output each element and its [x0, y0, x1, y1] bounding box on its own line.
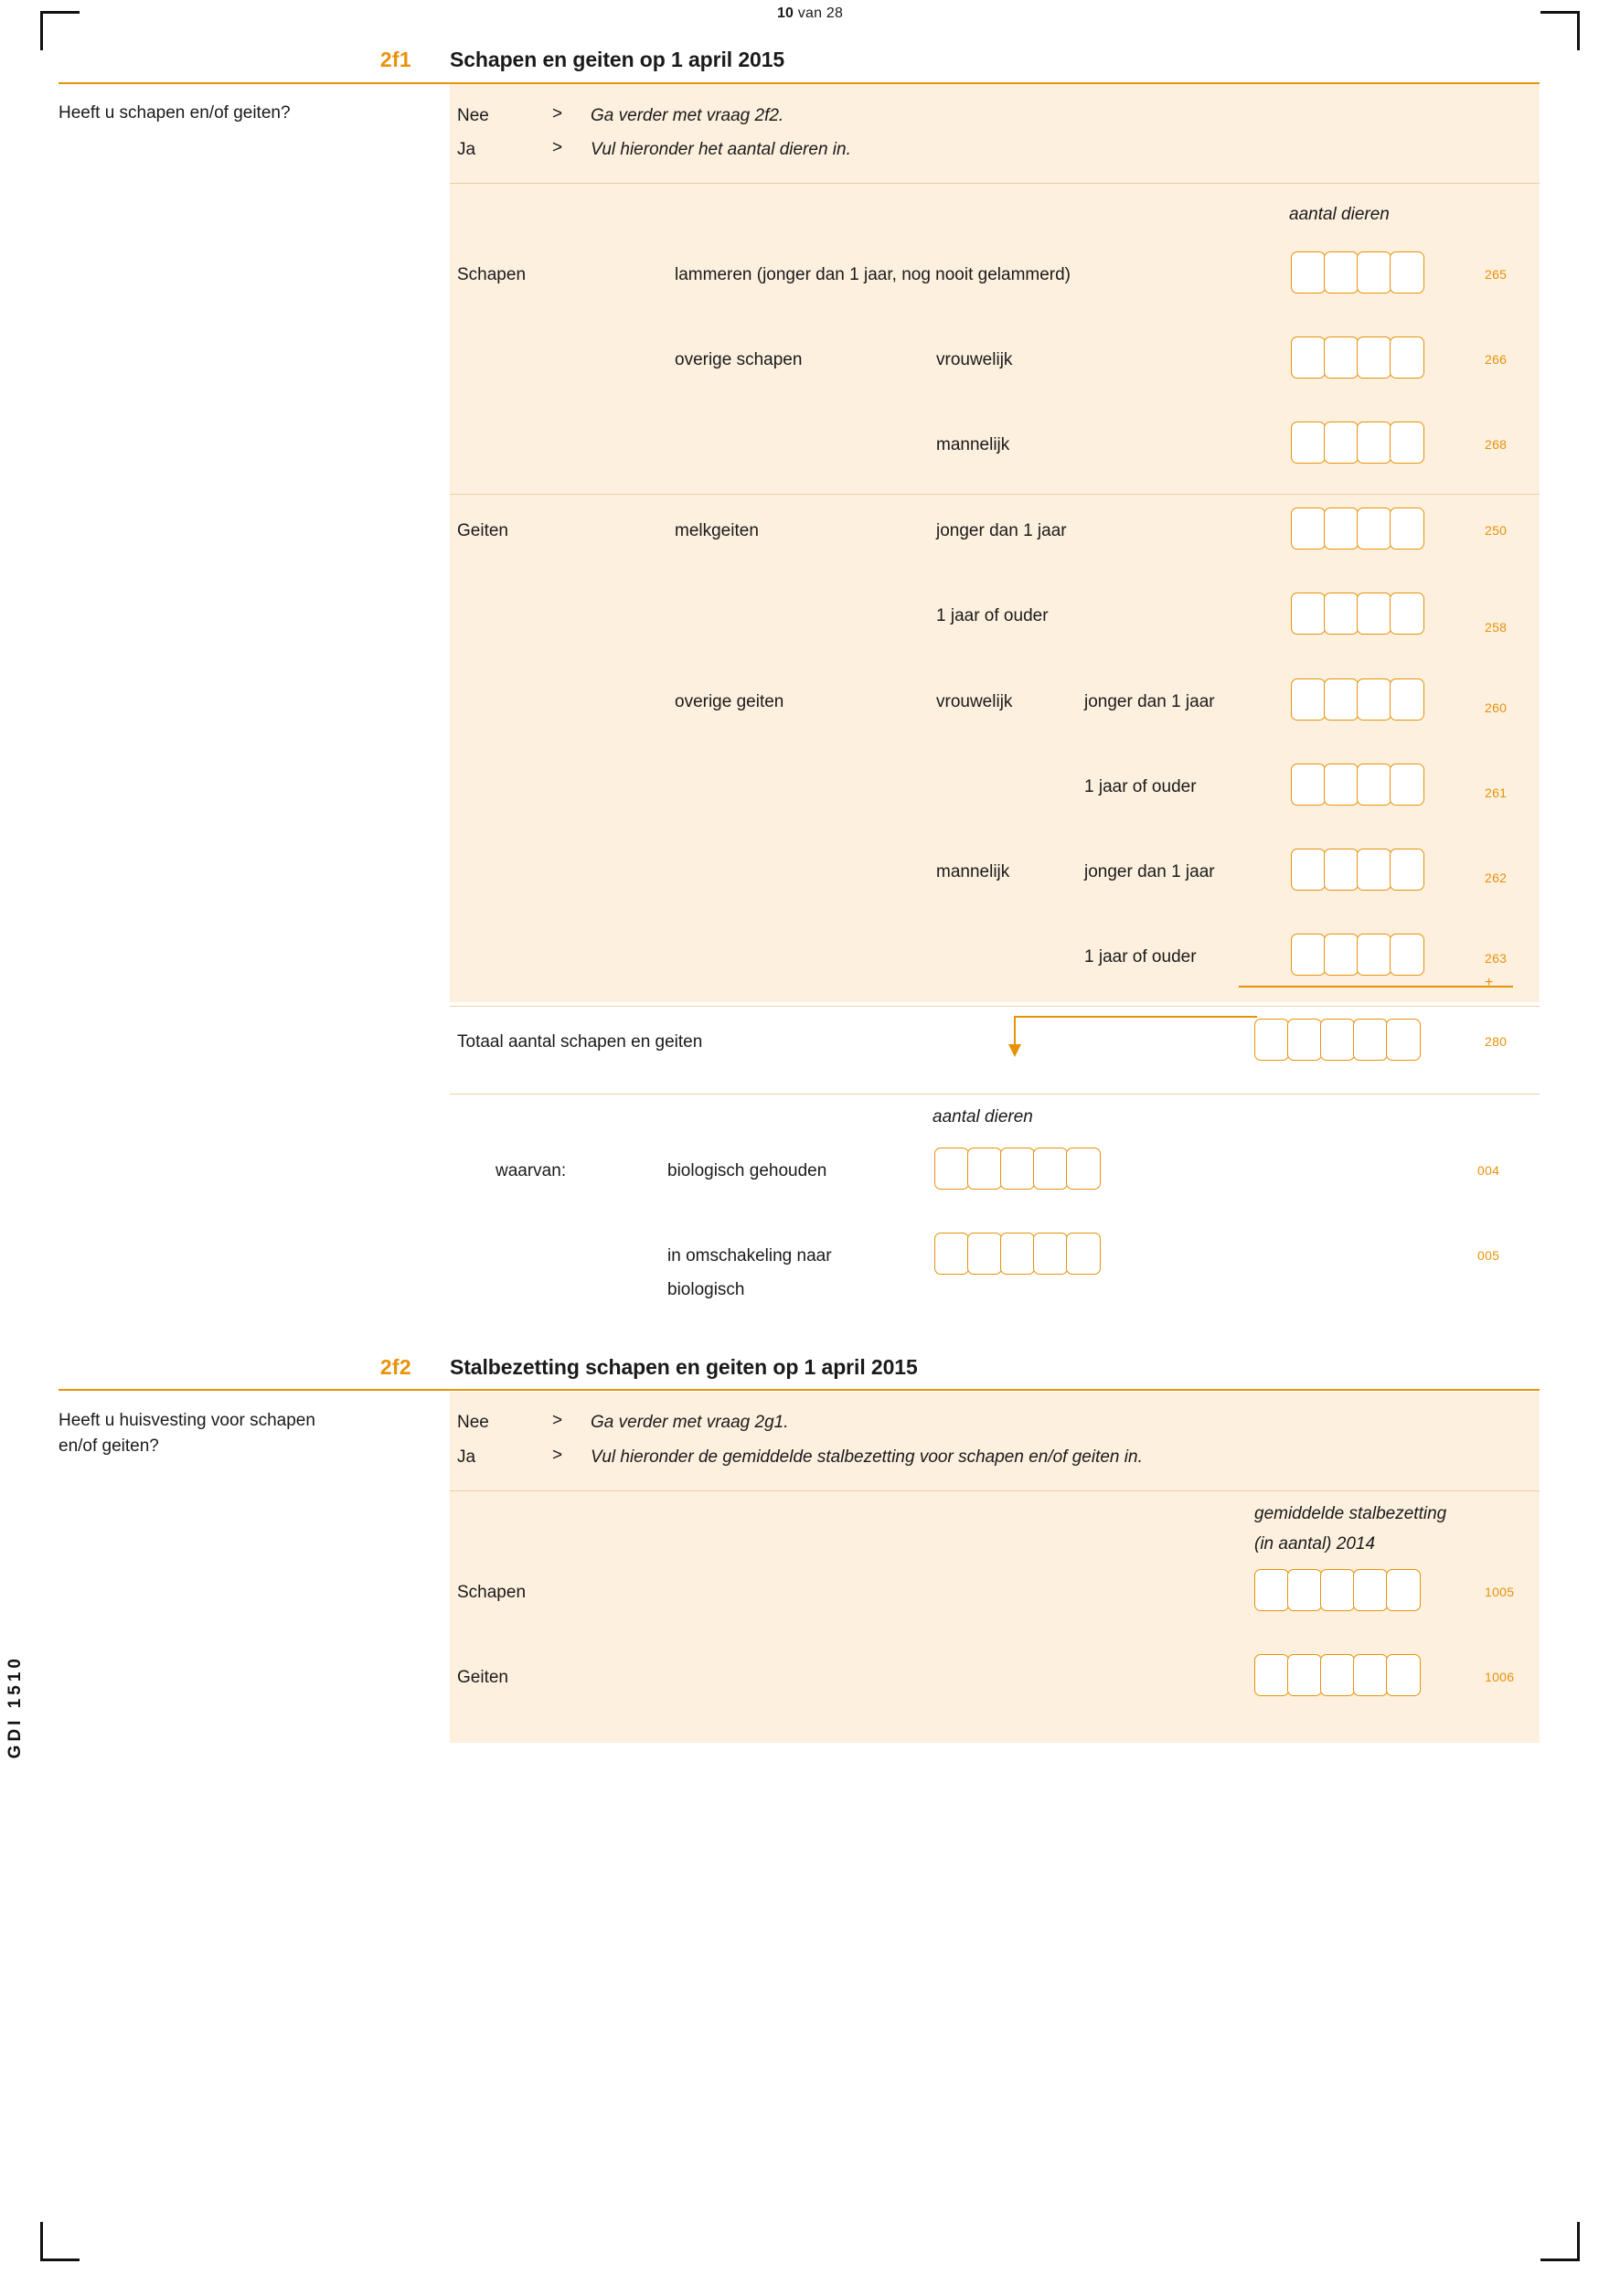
- field-code-004: 004: [1477, 1163, 1500, 1178]
- input-boxes-004[interactable]: [934, 1148, 1099, 1190]
- input-box[interactable]: [1353, 1019, 1388, 1061]
- input-box[interactable]: [1390, 422, 1424, 464]
- sub-row-label-biologisch-gehouden: biologisch gehouden: [667, 1161, 827, 1180]
- page-number-total: 28: [826, 5, 844, 21]
- input-box[interactable]: [1066, 1148, 1101, 1190]
- input-box[interactable]: [1000, 1233, 1035, 1275]
- input-box[interactable]: [1324, 593, 1359, 635]
- field-code-265: 265: [1485, 267, 1508, 282]
- page-number: [0, 5, 1620, 22]
- sub-row-label-omschakeling-1: in omschakeling naar: [667, 1246, 832, 1265]
- input-box[interactable]: [1390, 251, 1424, 294]
- section-2f1-sep-sub: [450, 1094, 1540, 1095]
- section-2f1-option-ja-arrow: >: [552, 138, 563, 157]
- row-label-lammeren: lammeren (jonger dan 1 jaar, nog nooit gelammerd): [675, 265, 1071, 284]
- input-box[interactable]: [1324, 507, 1359, 550]
- section-2f2-row-label-geiten: Geiten: [457, 1668, 508, 1687]
- input-box[interactable]: [1324, 251, 1359, 294]
- input-box[interactable]: [1324, 849, 1359, 891]
- section-2f1-option-ja-label: Ja: [457, 140, 476, 159]
- section-2f1-sep-top: [450, 183, 1540, 184]
- input-box[interactable]: [1390, 678, 1424, 721]
- section-2f1-question: Heeft u schapen en/of geiten?: [59, 103, 291, 123]
- input-box[interactable]: [1357, 934, 1391, 976]
- input-box[interactable]: [1390, 593, 1424, 635]
- section-2f2-option-ja-arrow: >: [552, 1446, 563, 1465]
- section-2f2-question-line1: Heeft u huisvesting voor schapen: [59, 1411, 315, 1430]
- input-box[interactable]: [1254, 1654, 1289, 1696]
- input-box[interactable]: [1390, 507, 1424, 550]
- input-box[interactable]: [1390, 336, 1424, 379]
- section-2f2-rule: [59, 1389, 1540, 1391]
- input-box[interactable]: [1291, 422, 1326, 464]
- input-box[interactable]: [1291, 507, 1326, 550]
- row-label-mannelijk-ouder: 1 jaar of ouder: [1084, 947, 1197, 966]
- input-box[interactable]: [967, 1148, 1002, 1190]
- input-box[interactable]: [1254, 1569, 1289, 1611]
- input-box[interactable]: [934, 1233, 969, 1275]
- page-number-of: van: [797, 5, 823, 21]
- section-2f2-sep-top: [450, 1490, 1540, 1491]
- section-2f2-column-header-line2: (in aantal) 2014: [1254, 1534, 1376, 1554]
- input-box[interactable]: [1390, 849, 1424, 891]
- field-code-261: 261: [1485, 785, 1508, 800]
- field-code-268: 268: [1485, 437, 1508, 452]
- input-box[interactable]: [1291, 678, 1326, 721]
- input-box[interactable]: [1386, 1019, 1421, 1061]
- field-code-258: 258: [1485, 620, 1508, 635]
- input-box[interactable]: [1324, 336, 1359, 379]
- input-box[interactable]: [1357, 678, 1391, 721]
- input-box[interactable]: [1033, 1148, 1068, 1190]
- field-code-262: 262: [1485, 870, 1508, 885]
- section-2f2-option-ja-instruction: Vul hieronder de gemiddelde stalbezetting voor schapen en/of geiten in.: [591, 1447, 1143, 1467]
- section-2f2-intro-panel: [450, 1392, 1540, 1490]
- input-box[interactable]: [1291, 336, 1326, 379]
- sub-row-label-omschakeling-2: biologisch: [667, 1280, 745, 1299]
- input-boxes-280[interactable]: [1254, 1019, 1419, 1061]
- input-box[interactable]: [1353, 1654, 1388, 1696]
- field-code-266: 266: [1485, 352, 1508, 367]
- input-box[interactable]: [1291, 251, 1326, 294]
- input-box[interactable]: [1000, 1148, 1035, 1190]
- input-box[interactable]: [1320, 1019, 1355, 1061]
- input-box[interactable]: [1291, 593, 1326, 635]
- input-box[interactable]: [1066, 1233, 1101, 1275]
- total-arrow-icon: [997, 1009, 1262, 1064]
- section-2f1-intro-panel: [450, 84, 1540, 183]
- total-row-label: Totaal aantal schapen en geiten: [457, 1032, 703, 1052]
- form-side-code: GDI 1510: [5, 1655, 25, 1759]
- input-box[interactable]: [1357, 764, 1391, 806]
- field-code-005: 005: [1477, 1248, 1500, 1263]
- section-2f2-title: Stalbezetting schapen en geiten op 1 april 2015: [450, 1355, 918, 1379]
- section-2f2-number: 2f2: [379, 1355, 411, 1379]
- row-label-overige-schapen: overige schapen: [675, 350, 803, 369]
- sub-row-prefix-waarvan: waarvan:: [496, 1161, 567, 1180]
- field-code-1005: 1005: [1485, 1585, 1515, 1599]
- row-label-mannelijk-jonger: jonger dan 1 jaar: [1084, 862, 1215, 881]
- section-2f2-option-nee-arrow: >: [552, 1411, 563, 1430]
- section-2f2-question-line2: en/of geiten?: [59, 1436, 159, 1456]
- crop-mark-bottom-right: [1540, 2222, 1580, 2261]
- input-boxes-265[interactable]: [1291, 251, 1423, 294]
- section-2f1-option-nee-label: Nee: [457, 106, 489, 125]
- row-label-vrouwelijk-jonger: jonger dan 1 jaar: [1084, 692, 1215, 711]
- section-2f2-table-panel: [450, 1490, 1540, 1743]
- input-box[interactable]: [1287, 1019, 1322, 1061]
- field-code-1006: 1006: [1485, 1670, 1515, 1684]
- field-code-263: 263: [1485, 951, 1508, 966]
- input-box[interactable]: [1287, 1569, 1322, 1611]
- input-box[interactable]: [1033, 1233, 1068, 1275]
- row-label-mannelijk-geiten: mannelijk: [936, 862, 1010, 881]
- row-label-mannelijk-schapen: mannelijk: [936, 435, 1010, 454]
- row-label-melkgeiten-jonger: jonger dan 1 jaar: [936, 521, 1067, 540]
- input-box[interactable]: [934, 1148, 969, 1190]
- section-2f2-column-header-line1: gemiddelde stalbezetting: [1254, 1504, 1447, 1523]
- input-box[interactable]: [1357, 251, 1391, 294]
- row-label-vrouwelijk-schapen: vrouwelijk: [936, 350, 1013, 369]
- row-group-geiten: Geiten: [457, 521, 508, 540]
- page-number-current: 10: [776, 5, 794, 21]
- input-boxes-261[interactable]: [1291, 764, 1423, 806]
- section-2f2-question: [59, 1408, 452, 1458]
- input-box[interactable]: [967, 1233, 1002, 1275]
- input-box[interactable]: [1324, 764, 1359, 806]
- field-code-260: 260: [1485, 700, 1508, 715]
- row-label-overige-geiten: overige geiten: [675, 692, 784, 711]
- section-2f1-option-nee-instruction: Ga verder met vraag 2f2.: [591, 106, 784, 125]
- input-boxes-1006[interactable]: [1254, 1654, 1419, 1696]
- input-box[interactable]: [1287, 1654, 1322, 1696]
- input-boxes-268[interactable]: [1291, 422, 1423, 464]
- input-boxes-266[interactable]: [1291, 336, 1423, 379]
- input-boxes-258[interactable]: [1291, 593, 1423, 635]
- section-2f1-column-header: aantal dieren: [1289, 205, 1390, 224]
- section-2f1-option-nee-arrow: >: [552, 104, 563, 123]
- row-group-schapen: Schapen: [457, 265, 527, 284]
- input-box[interactable]: [1320, 1654, 1355, 1696]
- section-2f2-row-label-schapen: Schapen: [457, 1583, 527, 1602]
- row-label-vrouwelijk-geiten: vrouwelijk: [936, 692, 1013, 711]
- field-code-280: 280: [1485, 1034, 1508, 1049]
- input-box[interactable]: [1353, 1569, 1388, 1611]
- input-box[interactable]: [1390, 764, 1424, 806]
- row-label-melkgeiten: melkgeiten: [675, 521, 759, 540]
- plus-sign: +: [1485, 975, 1494, 990]
- input-box[interactable]: [1357, 849, 1391, 891]
- input-boxes-262[interactable]: [1291, 849, 1423, 891]
- input-box[interactable]: [1357, 507, 1391, 550]
- section-2f1-sep-geiten: [450, 494, 1540, 495]
- sum-line: [1239, 986, 1513, 988]
- input-box[interactable]: [1320, 1569, 1355, 1611]
- input-box[interactable]: [1291, 934, 1326, 976]
- section-2f1-option-ja-instruction: Vul hieronder het aantal dieren in.: [591, 140, 851, 159]
- input-box[interactable]: [1357, 593, 1391, 635]
- input-box[interactable]: [1357, 336, 1391, 379]
- input-boxes-260[interactable]: [1291, 678, 1423, 721]
- section-2f2-option-ja-label: Ja: [457, 1447, 476, 1467]
- field-code-250: 250: [1485, 523, 1508, 538]
- input-boxes-1005[interactable]: [1254, 1569, 1419, 1611]
- section-2f1-sep-total: [450, 1006, 1540, 1007]
- input-box[interactable]: [1291, 849, 1326, 891]
- section-2f1-title: Schapen en geiten op 1 april 2015: [450, 48, 785, 71]
- input-box[interactable]: [1386, 1569, 1421, 1611]
- section-2f1-sub-header: aantal dieren: [933, 1107, 1033, 1127]
- section-2f2-option-nee-label: Nee: [457, 1413, 489, 1432]
- input-box[interactable]: [1291, 764, 1326, 806]
- row-label-melkgeiten-ouder: 1 jaar of ouder: [936, 606, 1049, 625]
- input-box[interactable]: [1390, 934, 1424, 976]
- input-boxes-005[interactable]: [934, 1233, 1099, 1275]
- input-boxes-263[interactable]: [1291, 934, 1423, 976]
- input-box[interactable]: [1324, 934, 1359, 976]
- input-box[interactable]: [1324, 422, 1359, 464]
- input-boxes-250[interactable]: [1291, 507, 1423, 550]
- crop-mark-bottom-left: [40, 2222, 80, 2261]
- row-label-vrouwelijk-ouder: 1 jaar of ouder: [1084, 777, 1197, 796]
- input-box[interactable]: [1357, 422, 1391, 464]
- section-2f1-number: 2f1: [379, 48, 411, 71]
- input-box[interactable]: [1386, 1654, 1421, 1696]
- input-box[interactable]: [1324, 678, 1359, 721]
- section-2f2-option-nee-instruction: Ga verder met vraag 2g1.: [591, 1413, 789, 1432]
